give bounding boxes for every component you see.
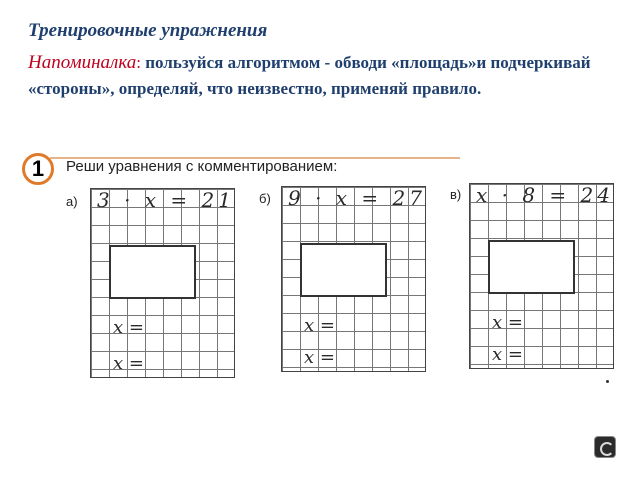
stray-dot xyxy=(606,380,609,383)
reminder-paragraph xyxy=(28,50,633,102)
part-a-answer-line-2: x = xyxy=(113,353,144,374)
part-c-label: в) xyxy=(450,187,462,202)
part-a-label: а) xyxy=(66,194,78,209)
part-c-area-box xyxy=(488,240,575,294)
task-instruction: Реши уравнения с комментированием: xyxy=(66,158,338,175)
part-c-answer-line-1: x = xyxy=(492,312,523,333)
page-title: Тренировочные упражнения xyxy=(28,20,268,41)
part-c-equation: x · 8 = 24 xyxy=(476,183,614,207)
part-a-equation: 3 · x = 21 xyxy=(97,188,235,212)
part-c-answer-line-2: x = xyxy=(492,344,523,365)
reminder-colon: : xyxy=(136,53,141,72)
part-b-answer-line-2: x = xyxy=(304,347,335,368)
part-b-answer-line-1: x = xyxy=(304,315,335,336)
reminder-text: пользуйся алгоритмом - обводи «площадь»и подчеркивай «стороны», определяй, что неизвестно, применяй правило. xyxy=(28,53,591,98)
part-c-grid xyxy=(469,183,614,369)
part-b-equation: 9 · x = 27 xyxy=(288,186,426,210)
part-a-area-box xyxy=(109,245,196,299)
reminder-label: Напоминалка xyxy=(28,52,137,73)
part-b-grid xyxy=(281,186,426,372)
part-b-label: б) xyxy=(259,191,271,206)
presentation-nav-icon[interactable] xyxy=(594,436,616,458)
part-a-answer-line-1: x = xyxy=(113,317,144,338)
part-b-area-box xyxy=(300,243,387,297)
part-a-grid xyxy=(90,188,235,378)
task-number-badge: 1 xyxy=(22,153,54,185)
task-header xyxy=(22,153,442,187)
